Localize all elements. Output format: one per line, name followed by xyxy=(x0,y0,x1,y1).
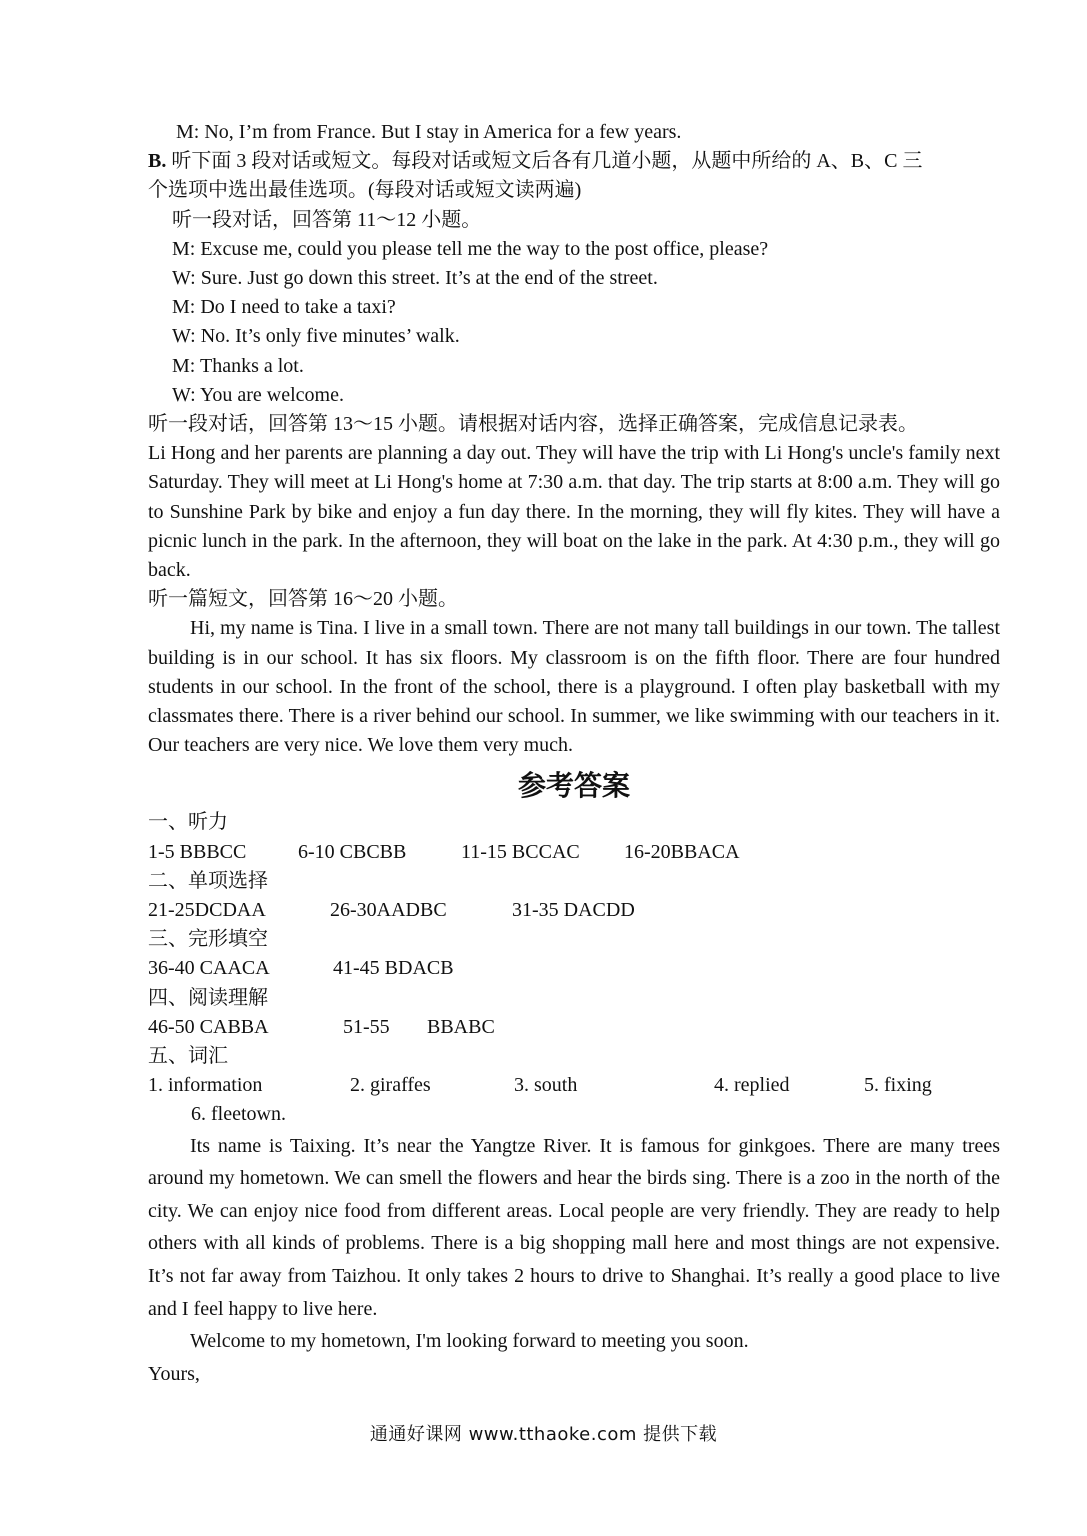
answer-group: 46-50 CABBA xyxy=(148,1015,269,1038)
answer-group: 11-15 BCCAC xyxy=(461,840,580,863)
answer-section-heading: 二、单项选择 xyxy=(148,869,268,892)
vocab-answer: 6. fleetown. xyxy=(191,1103,286,1126)
answer-group: BBABC xyxy=(427,1015,495,1038)
answer-section-heading: 一、听力 xyxy=(148,811,228,834)
footer-watermark: 通通好课网 www.tthaoke.com 提供下载 xyxy=(369,1424,718,1445)
answer-section-heading: 五、词汇 xyxy=(148,1045,228,1068)
dialogue2-intro: 听一段对话，回答第 13～15 小题。请根据对话内容，选择正确答案，完成信息记录表。 xyxy=(148,413,918,436)
answer-key-title: 参考答案 xyxy=(517,769,630,803)
essay-closing: Yours, xyxy=(148,1362,200,1385)
answer-group: 16-20BBACA xyxy=(624,840,740,863)
answer-group: 26-30AADBC xyxy=(330,899,447,922)
answer-group: 31-35 DACDD xyxy=(512,899,635,922)
dialogue-line: W: No. It’s only five minutes’ walk. xyxy=(172,325,460,348)
section-b-instruction-text: 听下面 3 段对话或短文。每段对话或短文后各有几道小题，从题中所给的 A、B、C 三 xyxy=(171,150,923,173)
answer-group: 21-25DCDAA xyxy=(148,899,266,922)
dialogue2-text: Li Hong and her parents are planning a day out. They will have the trip with Li Hong's uncle's family next Saturday. They will meet at Li Hong's home at 7:30 a.m. that day. The trip starts at 8:00 a.m. They will go to Sunshine Park by bike and enjoy a fun day there. In the morning, they will fly kites. They will have a picnic lunch in the park. In the afternoon, they will boat on the lake in the park. At 4:30 p.m., they will go back. xyxy=(148,442,1000,582)
answer-row xyxy=(148,1013,1000,1042)
vocab-answer: 3. south xyxy=(514,1074,578,1097)
dialogue-line: M: No, I’m from France. But I stay in America for a few years. xyxy=(176,121,682,143)
vocab-answer: 1. information xyxy=(148,1074,263,1097)
answer-group: 41-45 BDACB xyxy=(333,957,454,980)
essay-paragraph: Welcome to my hometown, I'm looking forward to meeting you soon. xyxy=(190,1330,749,1353)
essay-paragraph: Its name is Taixing. It’s near the Yangtze River. It is famous for ginkgoes. There are many trees around my hometown. We can smell the flowers and hear the birds sing. There is a zoo in the north of the city. We can enjoy nice food from different areas. Local people are very friendly. They are ready to help others with all kinds of problems. There is a big shopping mall here and most things are not expensive. It’s not far away from Taizhou. It only takes 2 hours to drive to Shanghai. It’s really a good place to live and I feel happy to live here. xyxy=(148,1134,1000,1320)
answer-group: 1-5 BBBCC xyxy=(148,840,247,863)
answer-group: 36-40 CAACA xyxy=(148,957,270,980)
dialogue-line: M: Thanks a lot. xyxy=(172,354,304,377)
vocab-answer: 4. replied xyxy=(714,1074,790,1097)
dialogue-line: W: Sure. Just go down this street. It’s at the end of the street. xyxy=(172,267,658,290)
vocab-answer: 5. fixing xyxy=(864,1074,932,1097)
answer-row xyxy=(148,896,1000,925)
section-b-instruction xyxy=(148,147,1000,176)
vocab-answer: 2. giraffes xyxy=(350,1074,431,1097)
answer-group: 51-55 xyxy=(343,1015,390,1038)
dialogue-line: W: You are welcome. xyxy=(172,383,344,406)
answer-row xyxy=(148,838,1000,867)
section-b-label: B. xyxy=(148,150,167,173)
dialogue1-intro: 听一段对话，回答第 11～12 小题。 xyxy=(172,208,482,231)
dialogue-line: M: Do I need to take a taxi? xyxy=(172,296,396,319)
answer-row xyxy=(148,1071,1000,1100)
answer-section-heading: 三、完形填空 xyxy=(148,928,268,951)
answer-section-heading: 四、阅读理解 xyxy=(148,986,268,1009)
answer-group: 6-10 CBCBB xyxy=(298,840,407,863)
passage-intro: 听一篇短文，回答第 16～20 小题。 xyxy=(148,588,458,611)
document-page xyxy=(148,118,1000,1390)
passage-text: Hi, my name is Tina. I live in a small town. There are not many tall buildings in our town. The tallest building is in our school. It has six floors. My classroom is on the fifth floor. There are four hundred students in our school. In the front of the school, there is a playground. I often play basketball with my classmates there. There is a river behind our school. In summer, we like swimming with our teachers in it. Our teachers are very nice. We love them very much. xyxy=(148,617,1000,757)
dialogue-line: M: Excuse me, could you please tell me the way to the post office, please? xyxy=(172,237,769,260)
section-b-instruction-cont: 个选项中选出最佳选项。(每段对话或短文读两遍) xyxy=(148,179,582,202)
answer-row xyxy=(148,954,1000,983)
